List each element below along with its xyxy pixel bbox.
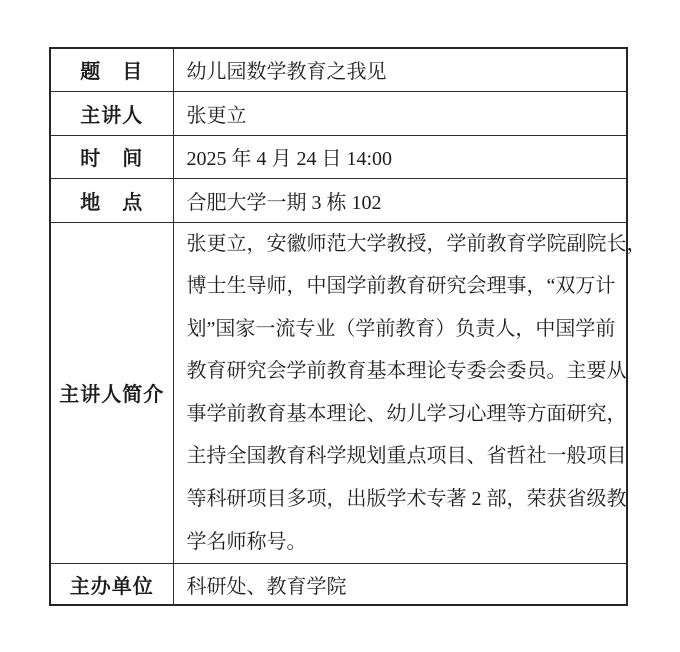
value-time: 2025 年 4 月 24 日 14:00: [173, 135, 627, 178]
value-title: 幼儿园数学教育之我见: [173, 48, 627, 91]
label-title: 题 目: [50, 48, 173, 91]
lecture-info-table: [49, 47, 647, 606]
bio-line: 张更立，安徽师范大学教授，学前教育学院副院长，: [186, 232, 647, 255]
label-speaker: 主讲人: [50, 91, 173, 135]
label-time: 时 间: [50, 135, 173, 178]
row-time: [50, 135, 627, 178]
bio-line: 教育研究会学前教育基本理论专委会委员。主要从: [186, 360, 627, 383]
row-location: [50, 178, 627, 222]
value-speaker: 张更立: [173, 91, 627, 135]
row-organizer: [50, 564, 627, 605]
bio-line: 博士生导师，中国学前教育研究会理事，“双万计: [186, 275, 616, 298]
value-location: 合肥大学一期 3 栋 102: [173, 178, 627, 222]
label-location: 地 点: [50, 178, 173, 222]
bio-line: 事学前教育基本理论、幼儿学习心理等方面研究，: [186, 402, 627, 425]
row-speaker: [50, 91, 627, 135]
bio-line: 划”国家一流专业（学前教育）负责人，中国学前: [186, 317, 616, 340]
label-organizer: 主办单位: [50, 564, 173, 605]
value-organizer: 科研处、教育学院: [173, 564, 627, 605]
row-title: [50, 48, 627, 91]
bio-line: 学名师称号。: [186, 530, 307, 553]
bio-line: 等科研项目多项，出版学术专著 2 部，荣获省级教: [186, 488, 627, 511]
value-speaker-bio: [173, 222, 647, 564]
row-speaker-bio: [50, 222, 627, 564]
label-speaker-bio: 主讲人简介: [50, 222, 173, 564]
bio-line: 主持全国教育科学规划重点项目、省哲社一般项目: [186, 445, 627, 468]
